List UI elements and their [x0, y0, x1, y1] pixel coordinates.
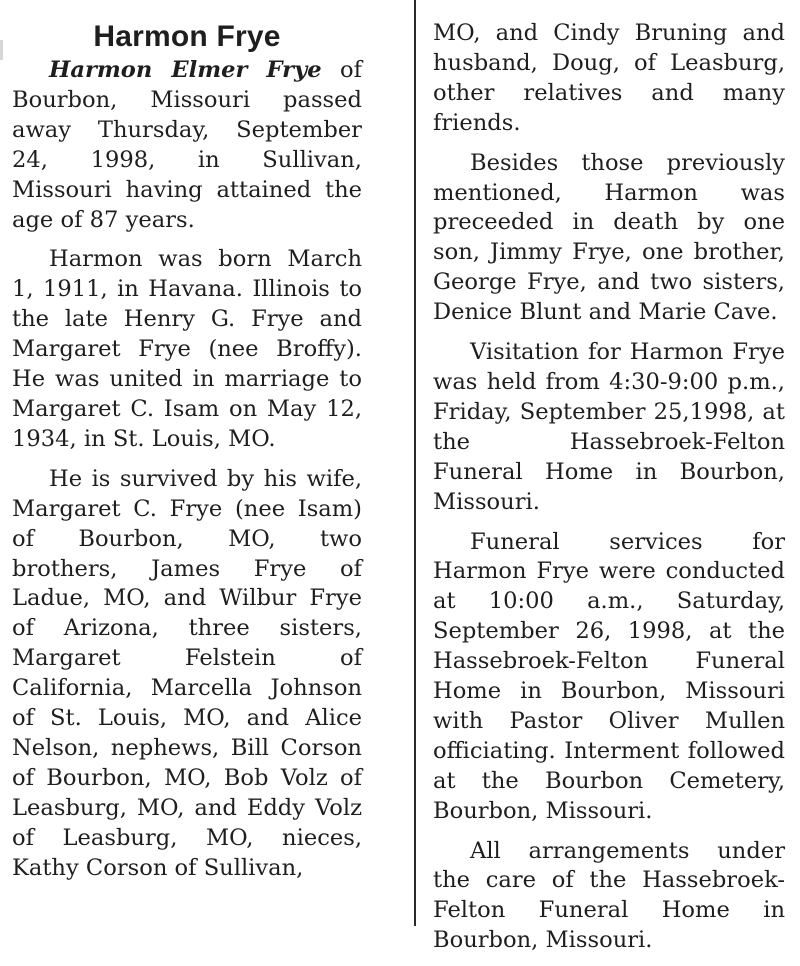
- obituary-paragraph-6: Funeral services for Harmon Frye were conducted at 10:00 a.m., Saturday, September 26, 1998, at the Hassebroek-Felton Funeral Home in Bourbon, Missouri with Pastor Oliver Mullen officiating. Interment followed at the Bourbon Cemetery, Bourbon, Missouri.: [433, 528, 785, 824]
- obituary-paragraph-1: [12, 56, 362, 235]
- obituary-paragraph-3: He is survived by his wife, Margaret C. Frye (nee Isam) of Bourbon, MO, two brothers, James Frye of Ladue, MO, and Wilbur Frye of Arizona, three sisters, Margaret Felstein of California, Marcella Johnson of St. Louis, MO, and Alice Nelson, nephews, Bill Corson of Bourbon, MO, Bob Volz of Leasburg, MO, and Eddy Volz of Leasburg, MO, nieces, Kathy Corson of Sullivan,: [12, 465, 362, 881]
- deceased-full-name: Harmon Elmer Frye: [49, 57, 322, 83]
- obituary-paragraph-3-continued: MO, and Cindy Bruning and husband, Doug, of Leasburg, other relatives and many friends.: [433, 20, 785, 136]
- obituary-paragraph-7: All arrangements under the care of the Hassebroek-Felton Funeral Home in Bourbon, Missouri.: [433, 837, 785, 954]
- obituary-paragraph-2: Harmon was born March 1, 1911, in Havana. Illinois to the late Henry G. Frye and Margaret Frye (nee Broffy). He was united in marriage to Margaret C. Isam on May 12, 1934, in St. Louis, MO.: [12, 246, 362, 452]
- column-divider: [414, 0, 416, 926]
- obituary-right-column: [433, 19, 785, 966]
- obituary-paragraph-4: Besides those previously mentioned, Harmon was preceeded in death by one son, Jimmy Frye, one brother, George Frye, and two sisters, Denice Blunt and Marie Cave.: [433, 149, 785, 326]
- paragraph-1-text: of Bourbon, Missouri passed away Thursday, September 24, 1998, in Sullivan, Missouri having attained the age of 87 years.: [12, 57, 362, 233]
- obituary-paragraph-5: Visitation for Harmon Frye was held from 4:30-9:00 p.m., Friday, September 25,1998, at the Hassebroek-Felton Funeral Home in Bourbon, Missouri.: [433, 339, 785, 515]
- obituary-left-column: [12, 0, 362, 893]
- obituary-headline: Harmon Frye: [93, 20, 281, 53]
- scan-edge-mark: [0, 40, 3, 60]
